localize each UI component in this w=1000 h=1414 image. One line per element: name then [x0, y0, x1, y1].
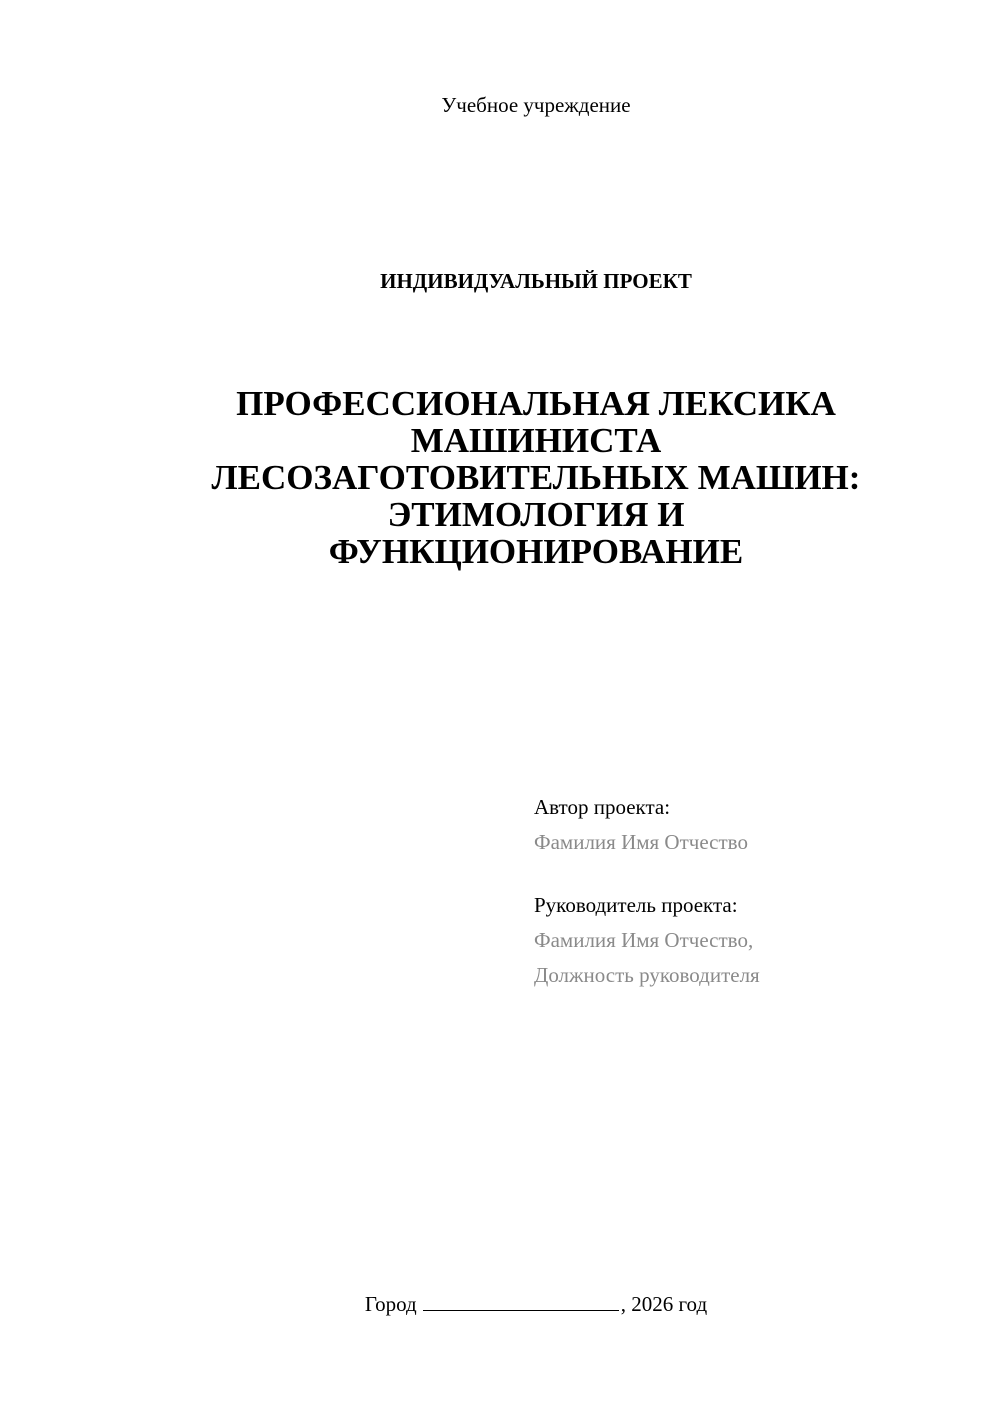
credits-block: [534, 790, 974, 993]
footer-city-year: [0, 1290, 1000, 1318]
supervisor-position: Должность руководителя: [534, 963, 760, 987]
city-label: Город: [364, 1292, 417, 1316]
project-title-line: ФУНКЦИОНИРОВАНИЕ: [328, 532, 744, 571]
city-blank-line: [423, 1290, 619, 1311]
project-title-line: МАШИНИСТА: [410, 421, 662, 460]
project-title-line: ПРОФЕССИОНАЛЬНАЯ ЛЕКСИКА: [236, 384, 836, 423]
project-title-line: ЭТИМОЛОГИЯ И: [387, 495, 685, 534]
supervisor-label: Руководитель проекта:: [534, 893, 738, 917]
project-title: [130, 385, 942, 570]
year-text: , 2026 год: [620, 1292, 708, 1316]
project-title-line: ЛЕСОЗАГОТОВИТЕЛЬНЫХ МАШИН:: [211, 458, 861, 497]
supervisor-name: Фамилия Имя Отчество,: [534, 928, 754, 952]
document-type: ИНДИВИДУАЛЬНЫЙ ПРОЕКТ: [380, 269, 692, 293]
author-name: Фамилия Имя Отчество: [534, 830, 748, 854]
institution-name: Учебное учреждение: [441, 93, 631, 117]
author-label: Автор проекта:: [534, 795, 671, 819]
